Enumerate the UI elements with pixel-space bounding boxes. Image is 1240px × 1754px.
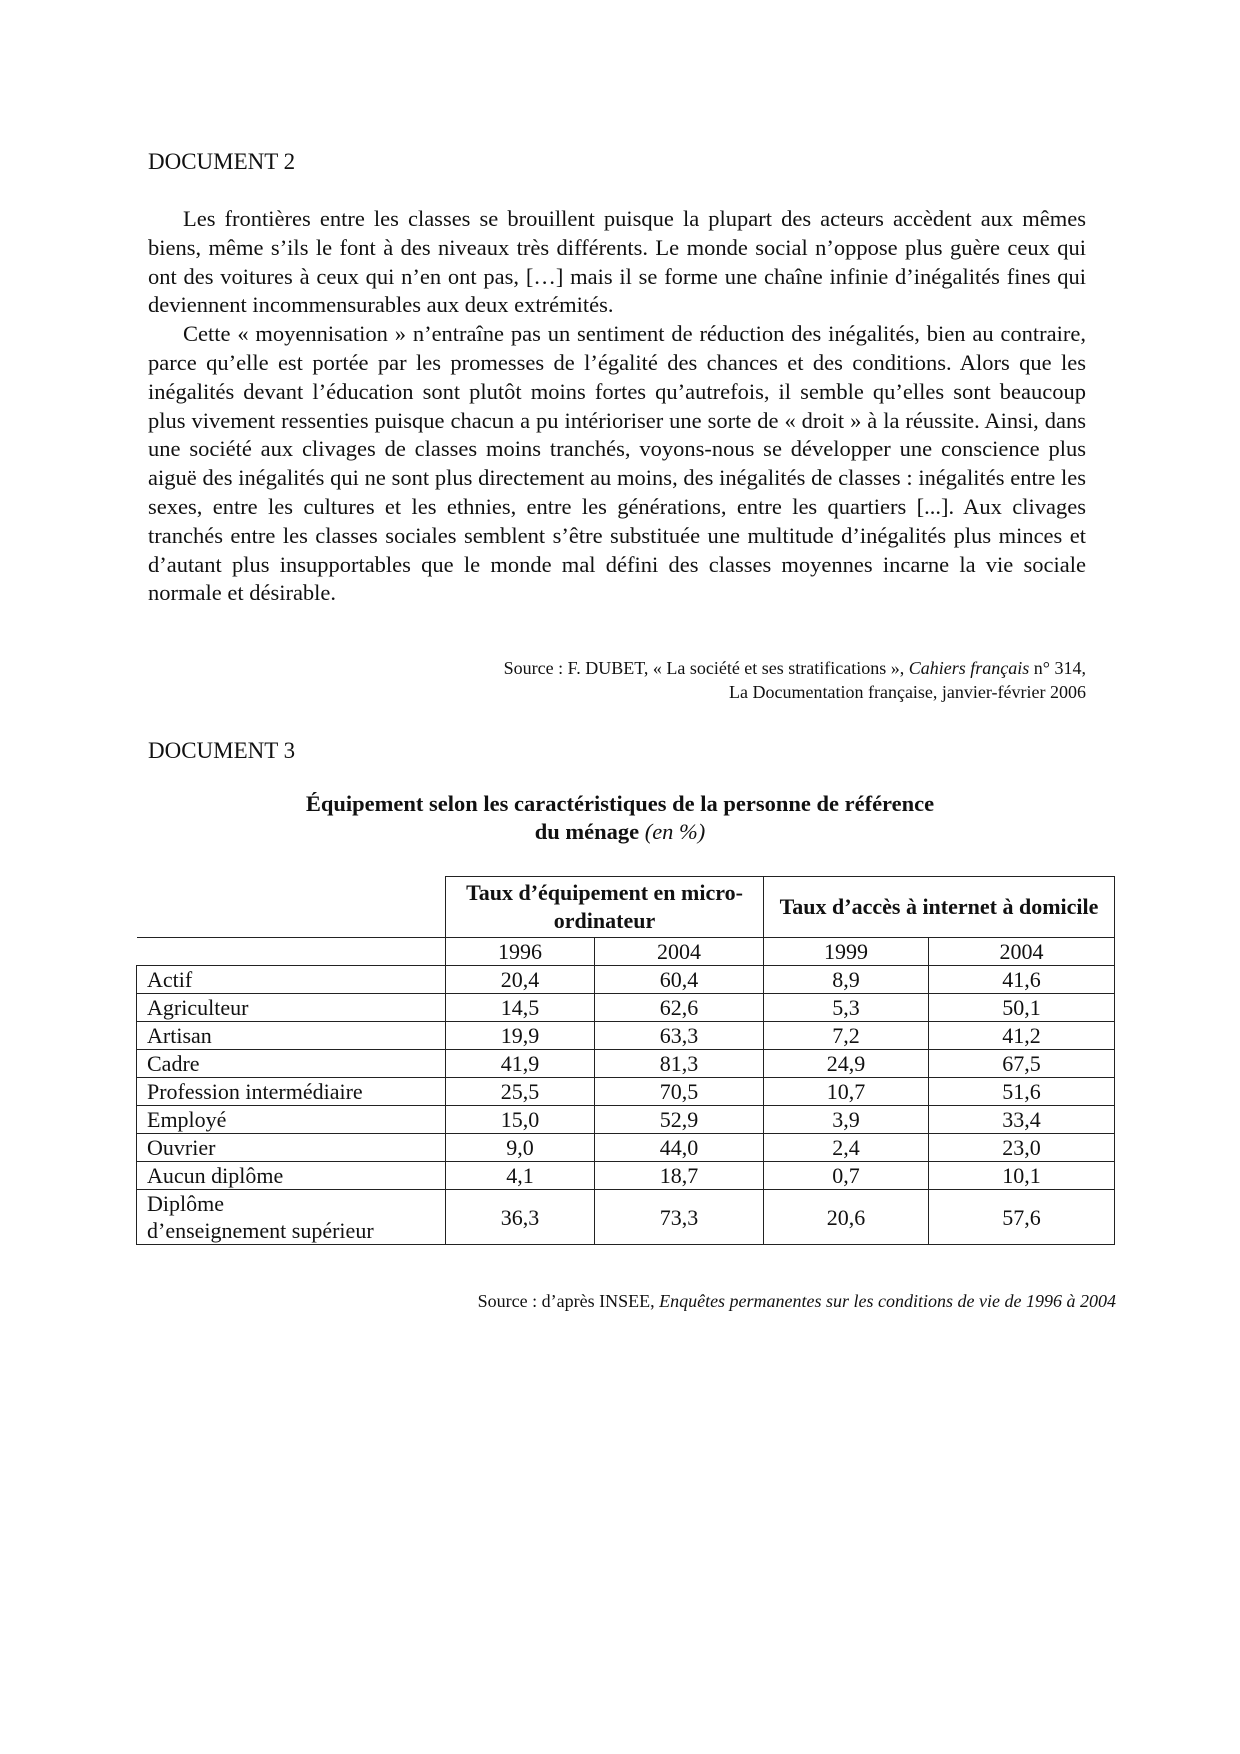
row-label: Aucun diplôme: [137, 1162, 446, 1190]
table-cell: 19,9: [446, 1022, 595, 1050]
table-cell: 25,5: [446, 1078, 595, 1106]
row-label: Ouvrier: [137, 1134, 446, 1162]
table-cell: 4,1: [446, 1162, 595, 1190]
table-year-row: [137, 938, 1115, 966]
table-row: [137, 966, 1115, 994]
source-publication: Cahiers français: [908, 658, 1030, 678]
source-prefix: Source : d’après INSEE,: [477, 1291, 660, 1311]
table-cell: 67,5: [929, 1050, 1115, 1078]
document-2-paragraph-1: Les frontières entre les classes se brouillent puisque la plupart des acteurs accèdent aux mêmes biens, même s’ils le font à des niveaux très différents. Le monde social n’oppose plus guère ceux qui ont des voitures à ceux qui n’en ont pas, […] mais il se forme une chaîne infinie d’inégalités fines qui deviennent incommensurables aux deux extrémités.: [148, 206, 1086, 318]
table-cell: 44,0: [595, 1134, 764, 1162]
table-row: [137, 1162, 1115, 1190]
document-2-source-line-2: La Documentation française, janvier-février 2006: [729, 682, 1086, 702]
table-corner-cell-2: [137, 938, 446, 966]
row-label: Agriculteur: [137, 994, 446, 1022]
table-cell: 8,9: [764, 966, 929, 994]
group-header-internet: Taux d’accès à internet à domicile: [764, 877, 1115, 938]
row-label: Cadre: [137, 1050, 446, 1078]
table-cell: 3,9: [764, 1106, 929, 1134]
table-row: [137, 1078, 1115, 1106]
table-title-line-2: [170, 818, 1070, 846]
table-cell: 41,6: [929, 966, 1115, 994]
row-label-line-2: d’enseignement supérieur: [147, 1218, 374, 1243]
document-2-source: [504, 656, 1086, 704]
table-cell: 50,1: [929, 994, 1115, 1022]
row-label: Artisan: [137, 1022, 446, 1050]
table-row: [137, 1106, 1115, 1134]
equipment-table: [136, 876, 1115, 1245]
table-cell: 51,6: [929, 1078, 1115, 1106]
source-suffix: n° 314,: [1029, 658, 1086, 678]
table-cell: 63,3: [595, 1022, 764, 1050]
row-label: [137, 1190, 446, 1245]
source-prefix: Source : F. DUBET, « La société et ses stratifications »,: [503, 658, 909, 678]
table-cell: 15,0: [446, 1106, 595, 1134]
document-3-source: [478, 1289, 1116, 1313]
table-cell: 18,7: [595, 1162, 764, 1190]
table-row: [137, 994, 1115, 1022]
document-2-heading: DOCUMENT 2: [148, 149, 296, 174]
row-label: Actif: [137, 966, 446, 994]
table-cell: 62,6: [595, 994, 764, 1022]
table-cell: 52,9: [595, 1106, 764, 1134]
table-group-header-row: [137, 877, 1115, 938]
table-title-line-1: Équipement selon les caractéristiques de la personne de référence: [305, 791, 935, 816]
year-header: 2004: [929, 938, 1115, 966]
table-cell: 2,4: [764, 1134, 929, 1162]
table-cell: 41,2: [929, 1022, 1115, 1050]
row-label: Employé: [137, 1106, 446, 1134]
source-publication: Enquêtes permanentes sur les conditions de vie de 1996 à 2004: [659, 1291, 1116, 1311]
table-title-unit: (en %): [644, 819, 706, 844]
row-label-line-1: Diplôme: [147, 1191, 224, 1216]
table-row: [137, 1022, 1115, 1050]
table-cell: 10,7: [764, 1078, 929, 1106]
table-corner-cell: [137, 877, 446, 938]
document-3-heading: DOCUMENT 3: [148, 738, 296, 763]
table-cell: 5,3: [764, 994, 929, 1022]
table-title-main: du ménage: [534, 819, 640, 844]
table-cell: 23,0: [929, 1134, 1115, 1162]
table-cell: 70,5: [595, 1078, 764, 1106]
table-row: [137, 1190, 1115, 1245]
table-cell: 10,1: [929, 1162, 1115, 1190]
table-row: [137, 1050, 1115, 1078]
table-cell: 0,7: [764, 1162, 929, 1190]
table-cell: 24,9: [764, 1050, 929, 1078]
table-cell: 73,3: [595, 1190, 764, 1245]
group-header-micro: Taux d’équipement en micro-ordinateur: [446, 877, 764, 938]
table-cell: 14,5: [446, 994, 595, 1022]
table-cell: 9,0: [446, 1134, 595, 1162]
document-2-paragraph-2: Cette « moyennisation » n’entraîne pas un sentiment de réduction des inégalités, bien au contraire, parce qu’elle est portée par les promesses de l’égalité des chances et des conditions. Alors que les inégalités devant l’éducation sont plutôt moins fortes qu’autrefois, il semble qu’elles sont beaucoup plus vivement ressenties puisque chacun a pu intérioriser une sorte de « droit » à la réussite. Ainsi, dans une société aux clivages de classes moins tranchés, voyons-nous se développer une conscience plus aiguë des inégalités qui ne sont plus directement au moins, des inégalités de classes : inégalités entre les sexes, entre les cultures et les ethnies, entre les générations, entre les quartiers [...]. Aux clivages tranchés entre les classes sociales semblent s’être substituée une multitude d’inégalités plus minces et d’autant plus insupportables que le monde mal défini des classes moyennes incarne la vie sociale normale et désirable.: [148, 321, 1086, 606]
year-header: 1996: [446, 938, 595, 966]
table-cell: 20,4: [446, 966, 595, 994]
year-header: 2004: [595, 938, 764, 966]
year-header: 1999: [764, 938, 929, 966]
document-2-text: [148, 205, 1086, 608]
table-row: [137, 1134, 1115, 1162]
table-title: [170, 790, 1070, 846]
table-cell: 81,3: [595, 1050, 764, 1078]
table-cell: 33,4: [929, 1106, 1115, 1134]
table-cell: 36,3: [446, 1190, 595, 1245]
table-cell: 7,2: [764, 1022, 929, 1050]
row-label: Profession intermédiaire: [137, 1078, 446, 1106]
document-2-source-line-1: [504, 656, 1086, 680]
table-cell: 60,4: [595, 966, 764, 994]
table-cell: 20,6: [764, 1190, 929, 1245]
table-cell: 41,9: [446, 1050, 595, 1078]
table-cell: 57,6: [929, 1190, 1115, 1245]
